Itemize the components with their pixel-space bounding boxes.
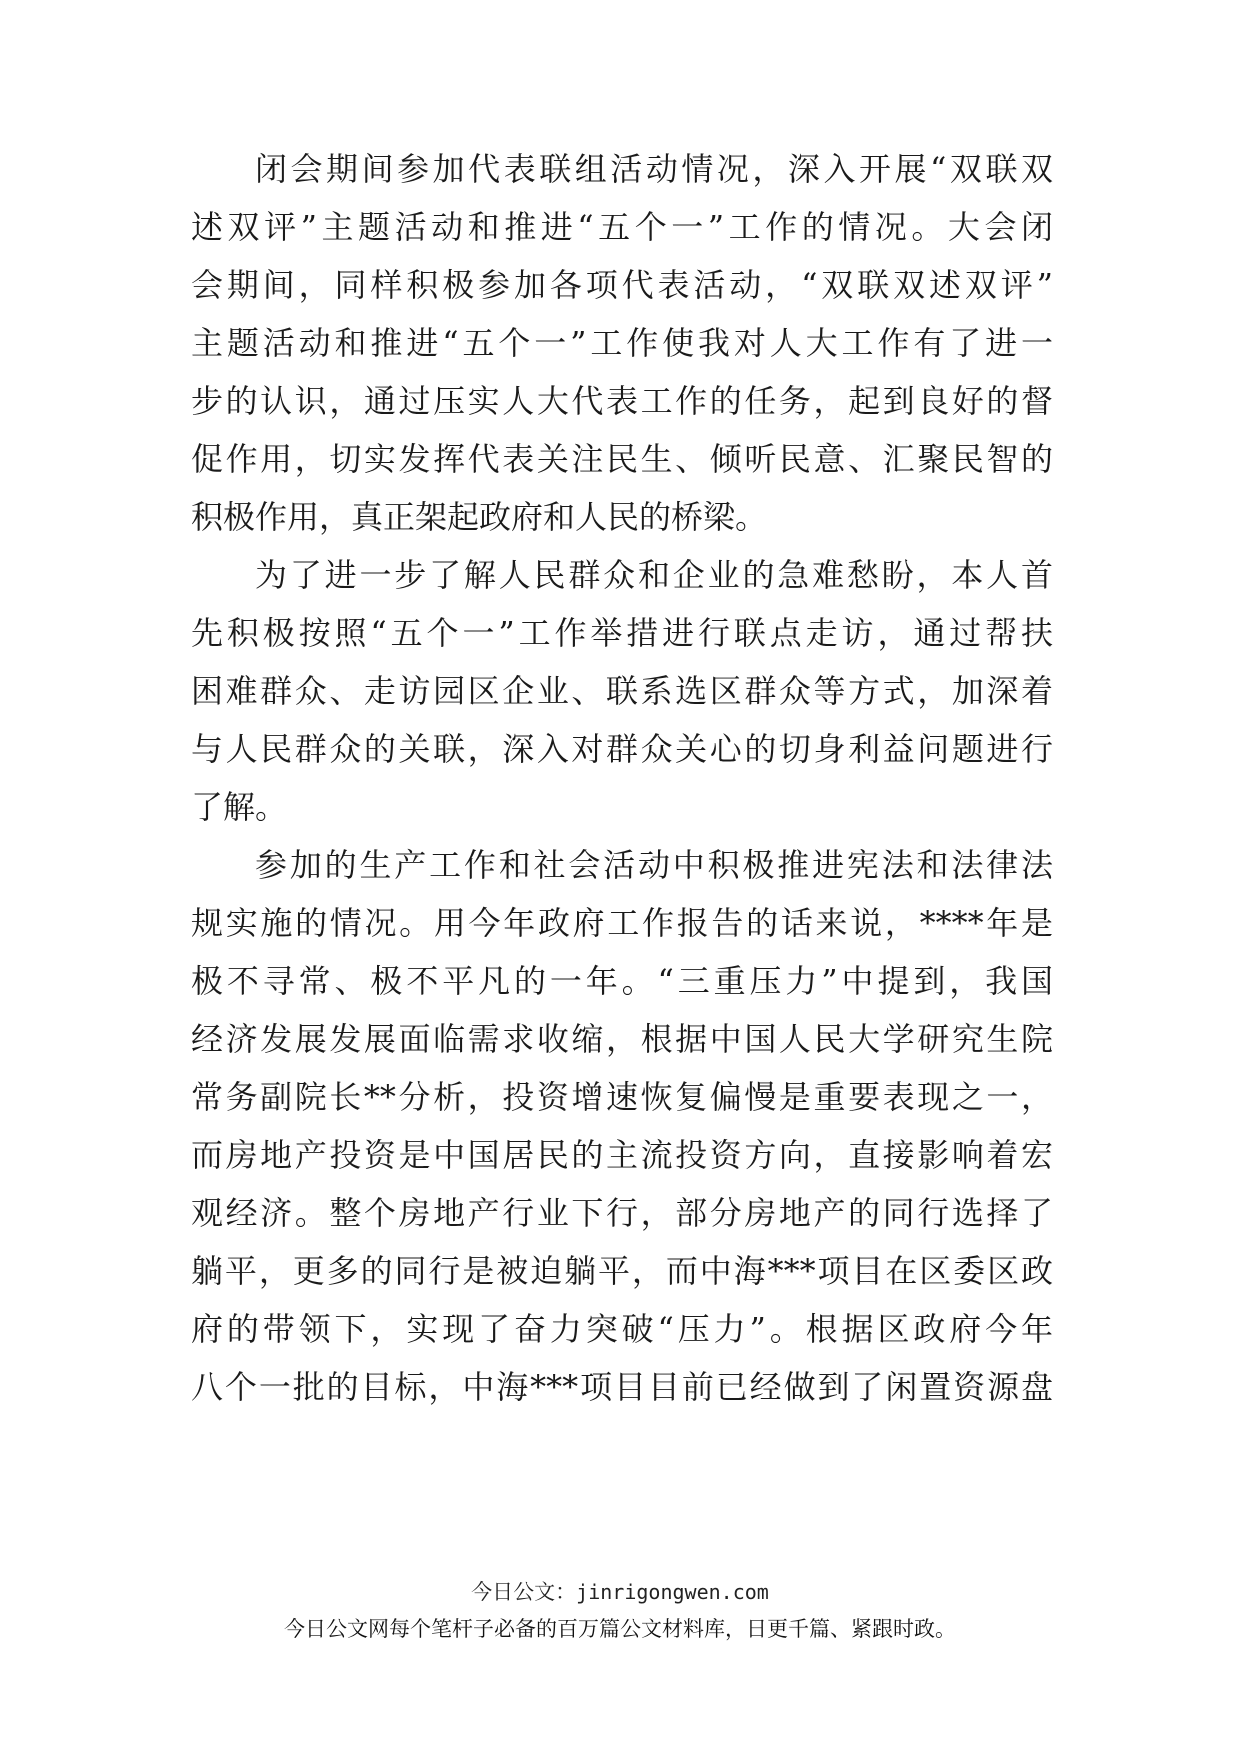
paragraph-1-line-7: 积极作用，真正架起政府和人民的桥梁。 xyxy=(191,498,768,536)
paragraph-1-line-2: 述双评”主题活动和推进“五个一”工作的情况。大会闭 xyxy=(191,208,1053,246)
paragraph-1-line-5: 步的认识，通过压实人大代表工作的任务，起到良好的督 xyxy=(191,382,1053,420)
paragraph-3-line-10: 八个一批的目标，中海***项目目前已经做到了闲置资源盘 xyxy=(191,1368,1053,1406)
paragraph-1-line-6: 促作用，切实发挥代表关注民生、倾听民意、汇聚民智的 xyxy=(191,440,1053,478)
paragraph-3-line-6: 而房地产投资是中国居民的主流投资方向，直接影响着宏 xyxy=(191,1136,1053,1174)
footer-source-label: 今日公文： xyxy=(471,1580,577,1604)
paragraph-3-line-2: 规实施的情况。用今年政府工作报告的话来说，****年是 xyxy=(191,904,1053,942)
paragraph-1-line-3: 会期间，同样积极参加各项代表活动，“双联双述双评” xyxy=(191,266,1053,304)
paragraph-3-line-5: 常务副院长**分析，投资增速恢复偏慢是重要表现之一， xyxy=(191,1078,1053,1116)
paragraph-2-line-1: 为了进一步了解人民群众和企业的急难愁盼，本人首 xyxy=(255,556,1053,594)
footer-slogan: 今日公文网每个笔杆子必备的百万篇公文材料库，日更千篇、紧跟时政。 xyxy=(284,1617,956,1641)
paragraph-3-line-3: 极不寻常、极不平凡的一年。“三重压力”中提到，我国 xyxy=(191,962,1053,1000)
paragraph-2-line-4: 与人民群众的关联，深入对群众关心的切身利益问题进行 xyxy=(191,730,1053,768)
paragraph-2-line-5: 了解。 xyxy=(191,788,288,826)
paragraph-1-line-4: 主题活动和推进“五个一”工作使我对人大工作有了进一 xyxy=(191,324,1053,362)
paragraph-3-line-7: 观经济。整个房地产行业下行，部分房地产的同行选择了 xyxy=(191,1194,1053,1232)
paragraph-3-line-8: 躺平，更多的同行是被迫躺平，而中海***项目在区委区政 xyxy=(191,1252,1053,1290)
paragraph-1-line-1: 闭会期间参加代表联组活动情况，深入开展“双联双 xyxy=(255,150,1053,188)
footer-source-link[interactable]: jinrigongwen.com xyxy=(576,1580,769,1604)
paragraph-2-line-2: 先积极按照“五个一”工作举措进行联点走访，通过帮扶 xyxy=(191,614,1053,652)
paragraph-3-line-9: 府的带领下，实现了奋力突破“压力”。根据区政府今年 xyxy=(191,1310,1053,1348)
paragraph-3-line-4: 经济发展发展面临需求收缩，根据中国人民大学研究生院 xyxy=(191,1020,1053,1058)
paragraph-2-line-3: 困难群众、走访园区企业、联系选区群众等方式，加深着 xyxy=(191,672,1053,710)
footer-source xyxy=(0,1577,1240,1607)
paragraph-3-line-1: 参加的生产工作和社会活动中积极推进宪法和法律法 xyxy=(255,846,1053,884)
